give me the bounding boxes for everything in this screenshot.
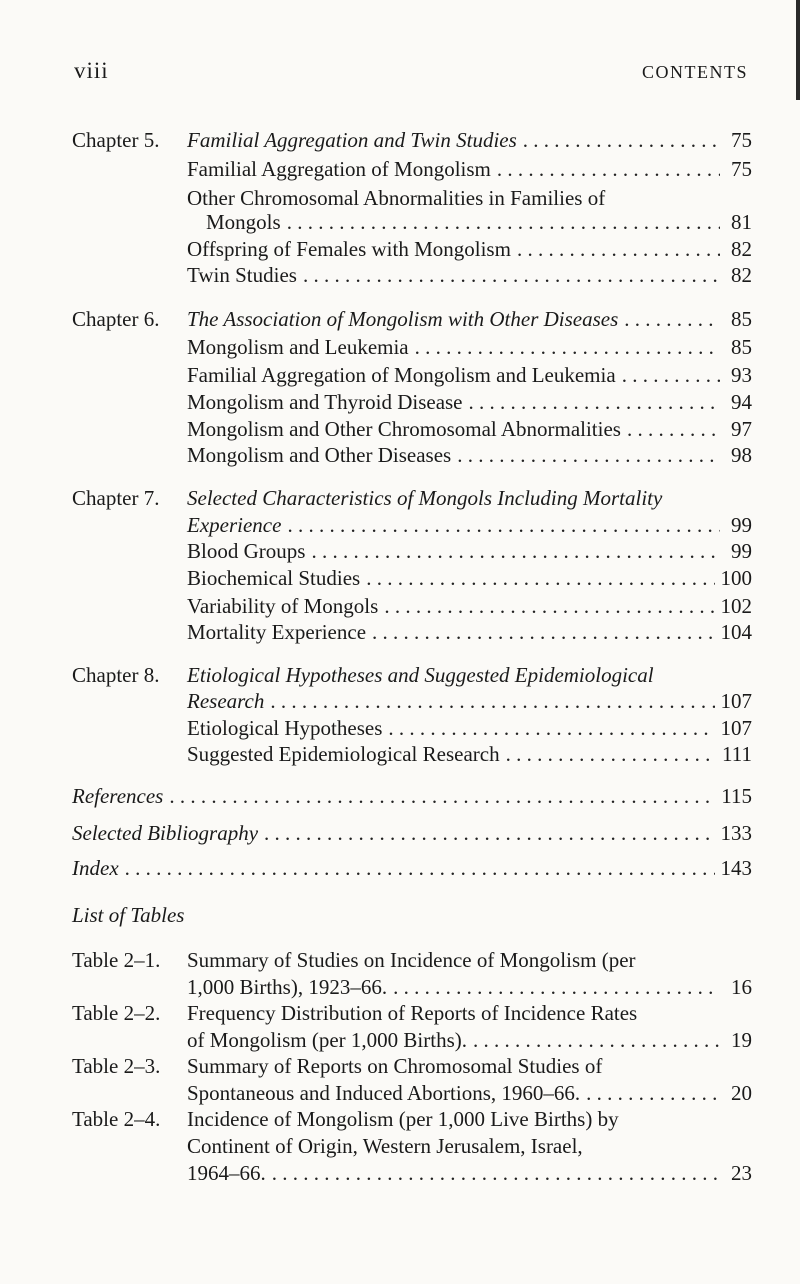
page-ref: 93: [731, 363, 752, 387]
chapter-entry[interactable]: [187, 513, 752, 539]
table-entry[interactable]: [187, 1161, 752, 1187]
page-ref: 19: [731, 1028, 752, 1052]
section-entry[interactable]: [187, 335, 752, 361]
leader-dots: [415, 335, 720, 360]
leader-dots: [264, 821, 714, 846]
leader-dots: [287, 513, 720, 538]
leader-dots: [270, 689, 714, 714]
section-entry[interactable]: [187, 157, 752, 183]
running-head: CONTENTS: [642, 62, 748, 82]
section-title: Biochemical Studies: [187, 566, 361, 590]
section-title: Mongolism and Other Chromosomal Abnormalities: [187, 417, 621, 441]
section-title: Offspring of Females with Mongolism: [187, 237, 511, 261]
leader-dots: [169, 784, 715, 809]
table-entry[interactable]: [187, 975, 752, 1001]
chapter-title-line: Etiological Hypotheses and Suggested Epidemiological: [187, 663, 654, 687]
chapter-entry[interactable]: [187, 307, 752, 333]
section-entry[interactable]: [187, 742, 752, 768]
table-entry[interactable]: [187, 1028, 752, 1054]
section-title: Mongols: [206, 210, 281, 234]
table-title-line: Summary of Studies on Incidence of Mongolism (per: [187, 948, 636, 972]
chapter-title-line: Selected Characteristics of Mongols Including Mortality: [187, 486, 663, 510]
leader-dots: [523, 128, 720, 153]
table-title-line: Continent of Origin, Western Jerusalem, Israel,: [187, 1134, 583, 1158]
back-matter-title: Selected Bibliography: [72, 821, 259, 845]
chapter-label: Chapter 6.: [72, 307, 160, 331]
table-label: Table 2–1.: [72, 948, 161, 972]
chapter-label: Chapter 8.: [72, 663, 160, 687]
chapter-entry[interactable]: [187, 128, 752, 154]
section-entry[interactable]: [187, 594, 752, 620]
section-entry[interactable]: [187, 620, 752, 646]
chapter-title: The Association of Mongolism with Other Diseases: [187, 307, 619, 331]
leader-dots: [311, 539, 720, 564]
section-title: Familial Aggregation of Mongolism and Leukemia: [187, 363, 616, 387]
leader-dots: [627, 417, 720, 442]
leader-dots: [366, 566, 714, 591]
page-ref: 85: [731, 307, 752, 331]
section-title-line: Other Chromosomal Abnormalities in Families of: [187, 186, 606, 210]
page-ref: 97: [731, 417, 752, 441]
page-ref: 94: [731, 390, 752, 414]
section-title: Variability of Mongols: [187, 594, 379, 618]
section-entry[interactable]: [206, 210, 752, 236]
table-label: Table 2–3.: [72, 1054, 161, 1078]
leader-dots: [388, 716, 714, 741]
page-ref: 75: [731, 157, 752, 181]
list-of-tables-heading: List of Tables: [72, 903, 185, 927]
leader-dots: [393, 975, 720, 1000]
table-label: Table 2–2.: [72, 1001, 161, 1025]
page-ref: 99: [731, 539, 752, 563]
section-entry[interactable]: [187, 443, 752, 469]
page-ref: 99: [731, 513, 752, 537]
page-ref: 75: [731, 128, 752, 152]
leader-dots: [303, 263, 720, 288]
page-ref: 111: [722, 742, 752, 766]
chapter-title: Familial Aggregation and Twin Studies: [187, 128, 517, 152]
section-title: Mortality Experience: [187, 620, 367, 644]
chapter-label: Chapter 5.: [72, 128, 160, 152]
leader-dots: [272, 1161, 720, 1186]
page-ref: 23: [731, 1161, 752, 1185]
chapter-label: Chapter 7.: [72, 486, 160, 510]
page-ref: 102: [720, 594, 752, 618]
back-matter-entry[interactable]: [72, 821, 752, 847]
leader-dots: [372, 620, 714, 645]
section-entry[interactable]: [187, 363, 752, 389]
back-matter-title: Index: [72, 856, 119, 880]
section-title: Mongolism and Thyroid Disease: [187, 390, 463, 414]
page-ref: 133: [720, 821, 752, 845]
section-entry[interactable]: [187, 237, 752, 263]
section-title: Mongolism and Leukemia: [187, 335, 409, 359]
section-entry[interactable]: [187, 263, 752, 289]
table-title-line: Frequency Distribution of Reports of Incidence Rates: [187, 1001, 638, 1025]
section-entry[interactable]: [187, 539, 752, 565]
page-ref: 81: [731, 210, 752, 234]
table-label: Table 2–4.: [72, 1107, 161, 1131]
leader-dots: [506, 742, 716, 767]
table-title: of Mongolism (per 1,000 Births).: [187, 1028, 467, 1052]
page-ref: 143: [720, 856, 752, 880]
chapter-title: Experience: [187, 513, 282, 537]
leader-dots: [624, 307, 720, 332]
leader-dots: [586, 1081, 720, 1106]
page-ref: 107: [720, 689, 752, 713]
chapter-title: Research: [187, 689, 265, 713]
page-ref: 98: [731, 443, 752, 467]
table-entry[interactable]: [187, 1081, 752, 1107]
section-title: Twin Studies: [187, 263, 297, 287]
section-entry[interactable]: [187, 566, 752, 592]
section-title: Mongolism and Other Diseases: [187, 443, 452, 467]
section-entry[interactable]: [187, 417, 752, 443]
table-title-line: Summary of Reports on Chromosomal Studies of: [187, 1054, 603, 1078]
leader-dots: [384, 594, 714, 619]
section-entry[interactable]: [187, 390, 752, 416]
leader-dots: [517, 237, 720, 262]
leader-dots: [497, 157, 720, 182]
page-ref: 82: [731, 263, 752, 287]
page-ref: 20: [731, 1081, 752, 1105]
table-title-line: Incidence of Mongolism (per 1,000 Live Births) by: [187, 1107, 619, 1131]
section-title: Etiological Hypotheses: [187, 716, 383, 740]
page-edge-shadow: [796, 0, 800, 100]
page-ref: 82: [731, 237, 752, 261]
chapter-entry[interactable]: [187, 689, 752, 715]
page-number: viii: [74, 58, 109, 83]
leader-dots: [473, 1028, 720, 1053]
page-ref: 100: [720, 566, 752, 590]
table-title: Spontaneous and Induced Abortions, 1960–66.: [187, 1081, 581, 1105]
page-ref: 107: [720, 716, 752, 740]
section-title: Suggested Epidemiological Research: [187, 742, 500, 766]
leader-dots: [469, 390, 720, 415]
back-matter-entry[interactable]: [72, 784, 752, 810]
leader-dots: [125, 856, 715, 881]
table-title: 1964–66.: [187, 1161, 266, 1185]
page-ref: 115: [721, 784, 752, 808]
back-matter-entry[interactable]: [72, 856, 752, 882]
leader-dots: [457, 443, 720, 468]
leader-dots: [622, 363, 720, 388]
section-title: Familial Aggregation of Mongolism: [187, 157, 491, 181]
page-ref: 104: [720, 620, 752, 644]
back-matter-title: References: [72, 784, 164, 808]
table-title: 1,000 Births), 1923–66.: [187, 975, 388, 999]
page-ref: 85: [731, 335, 752, 359]
leader-dots: [287, 210, 720, 235]
section-entry[interactable]: [187, 716, 752, 742]
page-ref: 16: [731, 975, 752, 999]
section-title: Blood Groups: [187, 539, 306, 563]
